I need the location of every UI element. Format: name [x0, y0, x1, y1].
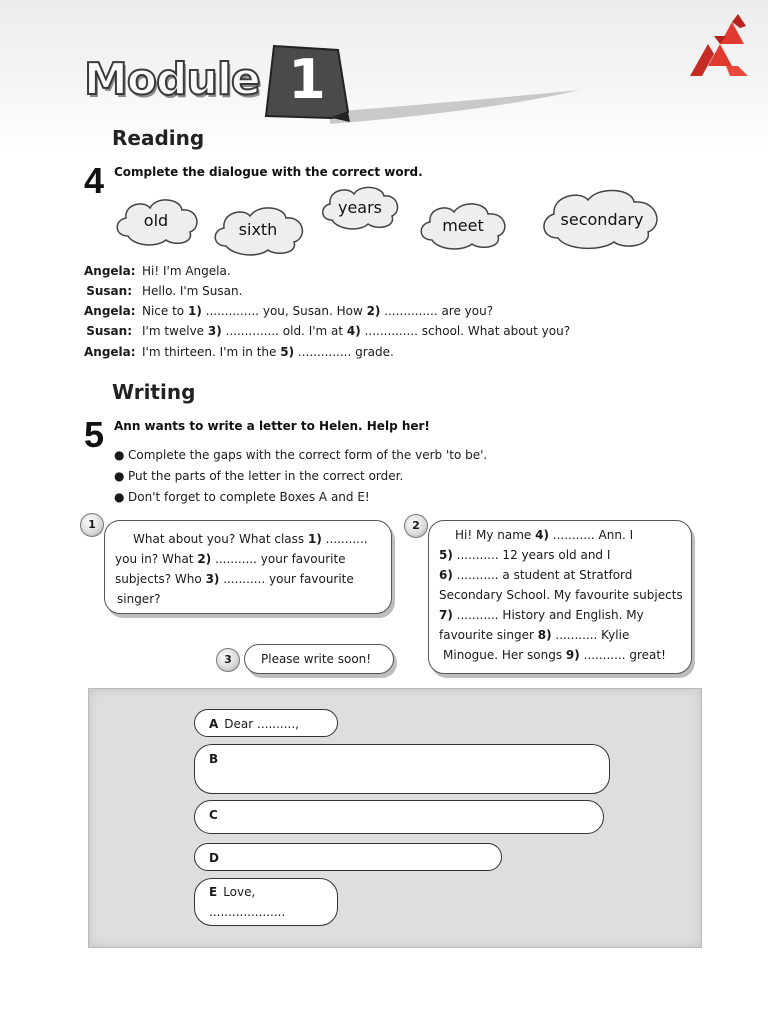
text-segment: ........... Kylie — [551, 628, 630, 642]
part-2-number: 2 — [404, 514, 428, 538]
dialogue-text — [142, 302, 493, 320]
writing-title: Writing — [112, 380, 196, 404]
letter-line — [115, 529, 391, 549]
dialogue-text — [142, 322, 570, 340]
answer-box-c-letter: C — [209, 808, 218, 822]
text-segment: you in? What — [115, 552, 198, 566]
letter-line — [439, 525, 691, 545]
letter-line — [115, 569, 391, 589]
bullet-item: ● Complete the gaps with the correct form of the verb 'to be'. — [114, 448, 488, 462]
text-segment: ........... a student at Stratford — [452, 568, 633, 582]
letter-line — [439, 605, 691, 625]
exercise-4-number: 4 — [84, 160, 105, 201]
text-segment: .............. old. I'm at — [221, 324, 347, 338]
dialogue-line — [84, 302, 493, 320]
letter-line — [439, 645, 691, 665]
publisher-logo-icon — [686, 14, 752, 80]
letter-line — [115, 549, 391, 569]
exercise-4-instruction: Complete the dialogue with the correct word. — [114, 165, 423, 179]
dialogue-speaker: Angela: — [84, 345, 136, 359]
text-segment: favourite singer — [439, 628, 538, 642]
dialogue-speaker: Angela: — [84, 304, 136, 318]
gap-number: 1) — [307, 532, 322, 546]
text-segment: singer? — [117, 592, 161, 606]
gap-number: 2) — [366, 304, 381, 318]
text-segment: .............. are you? — [380, 304, 494, 318]
dialogue-speaker: Angela: — [84, 264, 136, 278]
word-secondary: secondary — [560, 210, 644, 229]
text-segment: Nice to — [142, 304, 188, 318]
answer-box-c[interactable] — [194, 800, 604, 834]
dialogue-text — [142, 262, 231, 280]
text-segment: subjects? Who — [115, 572, 206, 586]
letter-line — [261, 649, 393, 669]
text-segment: What about you? What class — [133, 532, 308, 546]
word-years: years — [337, 198, 383, 217]
text-segment: Please write soon! — [261, 652, 372, 666]
word-meet: meet — [442, 216, 484, 235]
gap-number: 4) — [346, 324, 361, 338]
exercise-5-number: 5 — [84, 414, 105, 455]
text-segment: I'm twelve — [142, 324, 208, 338]
dialogue-speaker: Susan: — [86, 284, 132, 298]
text-segment: .............. you, Susan. How — [201, 304, 367, 318]
letter-part-1 — [104, 520, 392, 614]
letter-part-2 — [428, 520, 692, 674]
gap-number: 1) — [187, 304, 202, 318]
text-segment: ........... Ann. I — [548, 528, 634, 542]
exercise-5-instruction: Ann wants to write a letter to Helen. Help her! — [114, 419, 430, 433]
letter-line — [115, 589, 391, 609]
answer-box-b-letter: B — [209, 752, 219, 766]
text-segment: ........... your favourite — [219, 572, 354, 586]
bullet-item: ● Put the parts of the letter in the correct order. — [114, 469, 404, 483]
gap-number: 9) — [565, 648, 580, 662]
letter-line — [439, 545, 691, 565]
text-segment: Hi! I'm Angela. — [142, 264, 231, 278]
reading-title: Reading — [112, 126, 205, 150]
answer-box-e[interactable] — [194, 878, 338, 926]
answer-box-d-letter: D — [209, 851, 219, 865]
answer-box-a-letter: A — [209, 717, 219, 731]
text-segment: ........... — [321, 532, 368, 546]
bullet-text: Complete the gaps with the correct form of the verb 'to be'. — [128, 448, 488, 462]
dialogue-line — [84, 262, 231, 280]
text-segment: Secondary School. My favourite subjects — [439, 588, 683, 602]
text-segment: I'm thirteen. I'm in the — [142, 345, 281, 359]
gap-number: 5) — [439, 548, 453, 562]
answer-box-e-dots: .................... — [209, 905, 286, 919]
bullet-text: Don't forget to complete Boxes A and E! — [128, 490, 370, 504]
text-segment: ........... History and English. My — [452, 608, 644, 622]
gap-number: 2) — [197, 552, 212, 566]
answer-box-e-text: Love, — [223, 885, 256, 899]
letter-line — [439, 625, 691, 645]
gap-number: 3) — [205, 572, 220, 586]
module-number: 1 — [288, 48, 326, 111]
letter-part-3 — [244, 644, 394, 674]
answer-box-b[interactable] — [194, 744, 610, 794]
word-old: old — [143, 211, 169, 230]
dialogue-text — [142, 343, 394, 361]
answer-box-e-letter: E — [209, 885, 218, 899]
gap-number: 6) — [439, 568, 453, 582]
text-segment: Hi! My name — [455, 528, 536, 542]
bullet-item: ● Don't forget to complete Boxes A and E! — [114, 490, 370, 504]
bullet-text: Put the parts of the letter in the correct order. — [128, 469, 404, 483]
word-sixth: sixth — [238, 220, 278, 239]
gap-number: 8) — [537, 628, 552, 642]
dialogue-line — [84, 343, 394, 361]
text-segment: ........... 12 years old and I — [452, 548, 611, 562]
answer-box-a-text: Dear .........., — [224, 717, 299, 731]
letter-line — [439, 565, 691, 585]
text-segment: ........... great! — [579, 648, 666, 662]
text-segment: ........... your favourite — [211, 552, 346, 566]
gap-number: 5) — [280, 345, 295, 359]
gap-number: 3) — [207, 324, 222, 338]
gap-number: 7) — [439, 608, 453, 622]
part-3-number: 3 — [216, 648, 240, 672]
answer-box-a[interactable] — [194, 709, 338, 737]
text-segment: Hello. I'm Susan. — [142, 284, 243, 298]
answer-box-d[interactable] — [194, 843, 502, 871]
dialogue-text — [142, 282, 242, 300]
gap-number: 4) — [535, 528, 549, 542]
text-segment: .............. grade. — [294, 345, 394, 359]
dialogue-line — [84, 322, 570, 340]
text-segment: Minogue. Her songs — [443, 648, 566, 662]
part-1-number: 1 — [80, 513, 104, 537]
dialogue-line — [84, 282, 242, 300]
letter-line — [439, 585, 691, 605]
dialogue-speaker: Susan: — [86, 324, 132, 338]
text-segment: .............. school. What about you? — [360, 324, 571, 338]
module-title: Module — [84, 54, 260, 105]
